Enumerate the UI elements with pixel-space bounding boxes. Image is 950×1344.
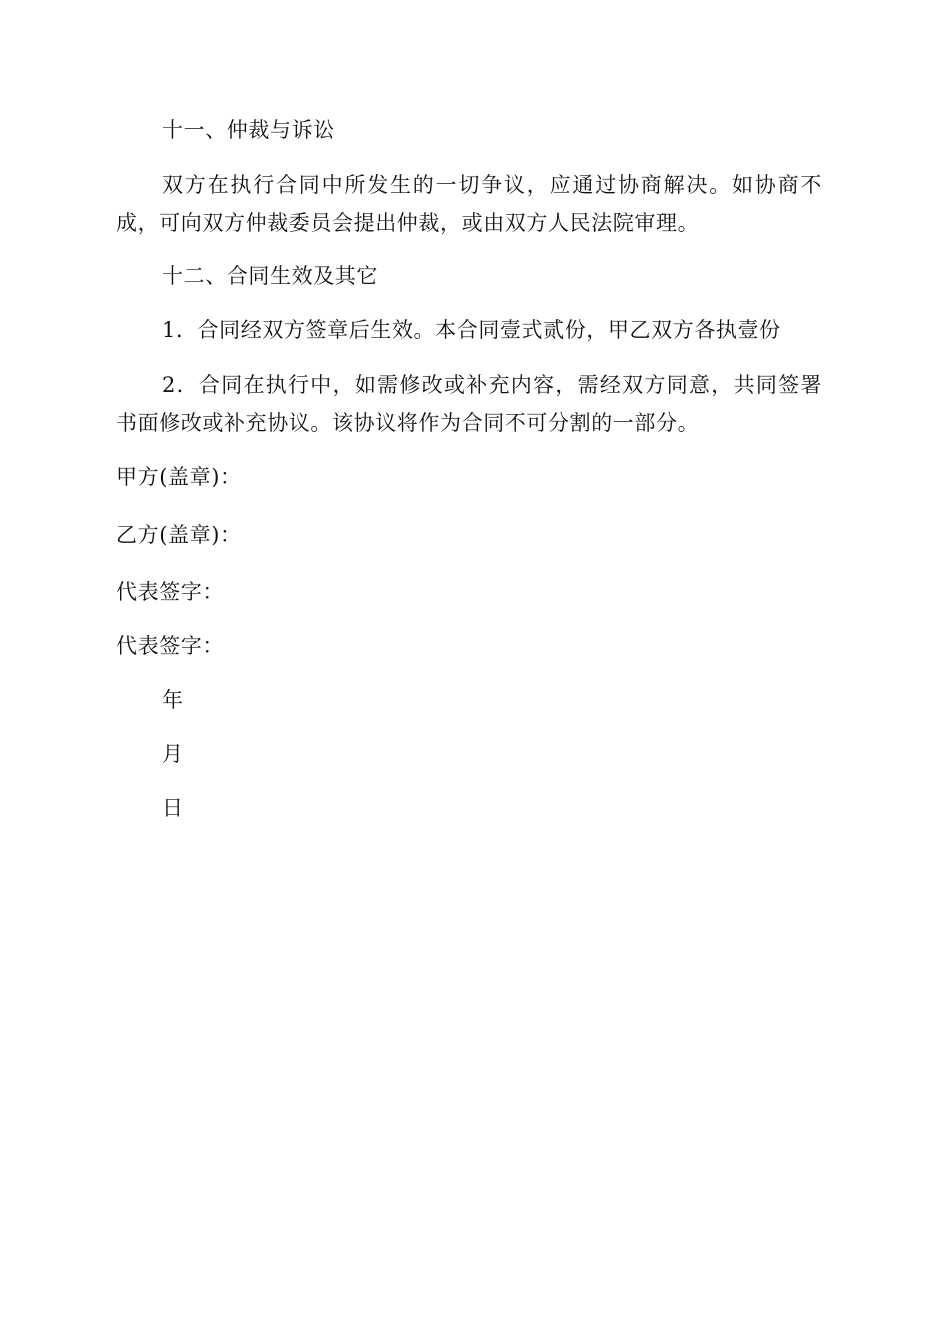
party-b-representative-label: 代表签字： bbox=[116, 634, 224, 658]
date-day-label: 日 bbox=[162, 796, 184, 820]
section-12-heading: 十二、合同生效及其它 bbox=[162, 264, 378, 288]
section-11-heading: 十一、仲裁与诉讼 bbox=[162, 118, 335, 142]
date-month-label: 月 bbox=[162, 742, 184, 766]
section-11-body: 双方在执行合同中所发生的一切争议，应通过协商解决。如协商不成，可向双方仲裁委员会提出仲裁，或由双方人民法院审理。 bbox=[116, 173, 822, 235]
date-year-label: 年 bbox=[162, 688, 184, 712]
party-a-representative-label: 代表签字： bbox=[116, 580, 224, 604]
party-b-seal-label: 乙方(盖章)： bbox=[116, 523, 242, 547]
party-a-seal-label: 甲方(盖章)： bbox=[116, 465, 242, 489]
section-12-clause-1: 1．合同经双方签章后生效。本合同壹式贰份，甲乙双方各执壹份 bbox=[162, 318, 781, 342]
section-12-clause-2: 2．合同在执行中，如需修改或补充内容，需经双方同意，共同签署书面修改或补充协议。该协议将作为合同不可分割的一部分。 bbox=[116, 373, 822, 435]
